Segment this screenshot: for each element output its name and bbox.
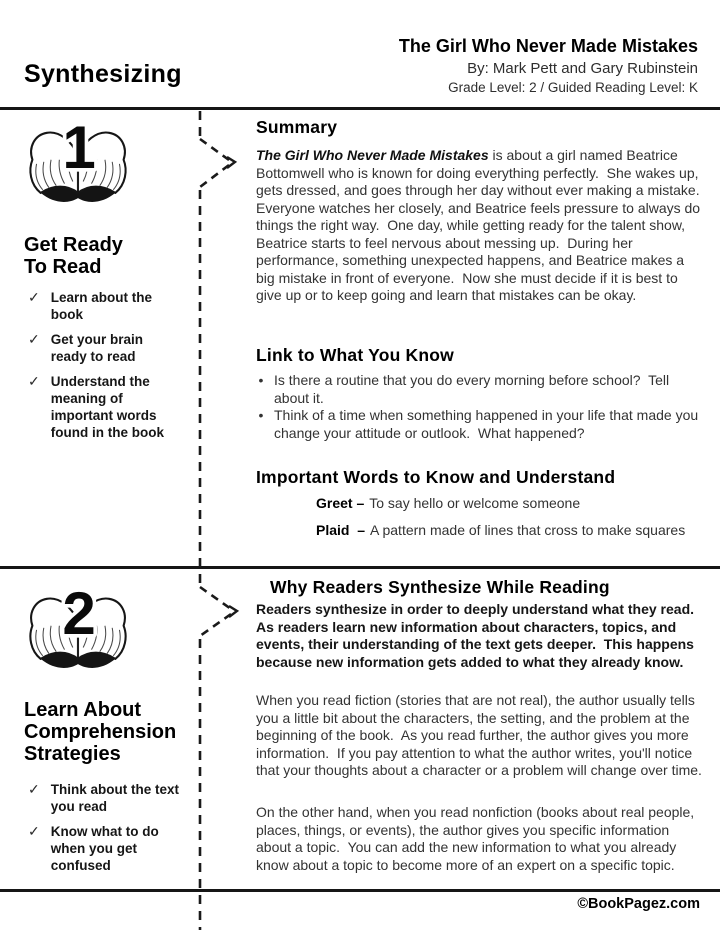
- check-icon: ✓: [28, 781, 40, 797]
- why-heading: Why Readers Synthesize While Reading: [270, 577, 610, 597]
- vocabulary-term: Plaid –: [316, 521, 366, 538]
- section-divider-line: [0, 566, 720, 569]
- book-byline: By: Mark Pett and Gary Rubinstein: [467, 60, 698, 77]
- vocabulary-item: [316, 522, 688, 540]
- vocabulary-item: [316, 495, 688, 513]
- vocabulary-definition: To say hello or welcome someone: [369, 495, 581, 511]
- checklist-item: ✓ Learn about the book: [28, 289, 152, 322]
- bullet-icon: •: [258, 407, 264, 423]
- step-2-title: Learn About Comprehension Strategies: [24, 699, 177, 765]
- vocabulary-definition: A pattern made of lines that cross to make squares: [370, 521, 686, 538]
- step-2-checklist: [28, 781, 194, 882]
- copyright-credit: ©BookPagez.com: [577, 896, 700, 912]
- summary-book-title: The Girl Who Never Made Mistakes: [256, 147, 489, 163]
- summary-text: is about a girl named Beatrice Bottomwell who is known for doing everything perfectly. She wakes up, gets dressed, and goes through her day without ever making a mistake. Everyone watches her closely, and Beatrice feels pressure to always do things the right way. One day, while getting ready for the talent show, Beatrice starts to feel nervous about messing up. During her performance, something unexpected happens, and Beatrice makes a big mistake in front of everyone. Now she must decide if it is best to give up or to keep going and learn that mistakes can be okay.: [256, 147, 708, 303]
- summary-heading: Summary: [256, 117, 338, 137]
- grade-level-line: Grade Level: 2 / Guided Reading Level: K: [448, 80, 698, 95]
- why-intro-paragraph: Readers synthesize in order to deeply understand what they read. As readers learn new information about characters, topics, and events, their understanding of the text gets deeper. This happens because new information gets added to what they already know.: [256, 601, 702, 670]
- checklist-item: ✓ Think about the text you read: [28, 781, 179, 814]
- step-number: 1: [62, 114, 96, 182]
- book-title: The Girl Who Never Made Mistakes: [398, 36, 698, 56]
- worksheet-type-label: Synthesizing: [24, 60, 182, 88]
- bullet-item: • Is there a routine that you do every morning before school? Tell about it.: [256, 372, 704, 407]
- checklist-item: ✓ Understand the meaning of important words found in the book: [28, 373, 164, 440]
- step-2-book-illustration: [18, 576, 138, 690]
- check-icon: ✓: [28, 373, 40, 389]
- footer-divider-line: [0, 889, 720, 892]
- open-book-icon: [18, 576, 138, 690]
- check-icon: ✓: [28, 289, 40, 305]
- book-header: [399, 36, 698, 95]
- check-icon: ✓: [28, 331, 40, 347]
- open-book-icon: [18, 110, 138, 224]
- link-heading: Link to What You Know: [256, 345, 454, 365]
- step-number: 2: [62, 580, 96, 648]
- link-bullet-list: [256, 372, 704, 442]
- checklist-item: ✓ Know what to do when you get confused: [28, 823, 159, 873]
- nonfiction-paragraph: On the other hand, when you read nonfiction (books about real people, places, things, or events), the author gives you specific information about a topic. You can add the new information to what you already know about a topic to become more of an expert on a specific topic.: [256, 804, 699, 873]
- words-heading: Important Words to Know and Understand: [256, 467, 616, 487]
- vocabulary-term: Greet –: [316, 495, 365, 511]
- vocabulary-list: [256, 495, 704, 548]
- summary-paragraph: [256, 147, 708, 305]
- step-1-title: Get Ready To Read: [24, 234, 123, 278]
- step-1-checklist: [28, 289, 194, 449]
- check-icon: ✓: [28, 823, 40, 839]
- bullet-item: • Think of a time when something happened in your life that made you change your attitude or outlook. What happened?: [256, 407, 704, 442]
- bullet-icon: •: [258, 372, 264, 388]
- checklist-item: ✓ Get your brain ready to read: [28, 331, 143, 364]
- fiction-paragraph: When you read fiction (stories that are not real), the author usually tells you a little bit about the characters, the setting, and the problem at the beginning of the book. As you read further, the author gives you more information. If you pay attention to what the author writes, you'll notice that your thoughts about a character or a problem will change over time.: [256, 692, 702, 778]
- step-1-book-illustration: [18, 110, 138, 224]
